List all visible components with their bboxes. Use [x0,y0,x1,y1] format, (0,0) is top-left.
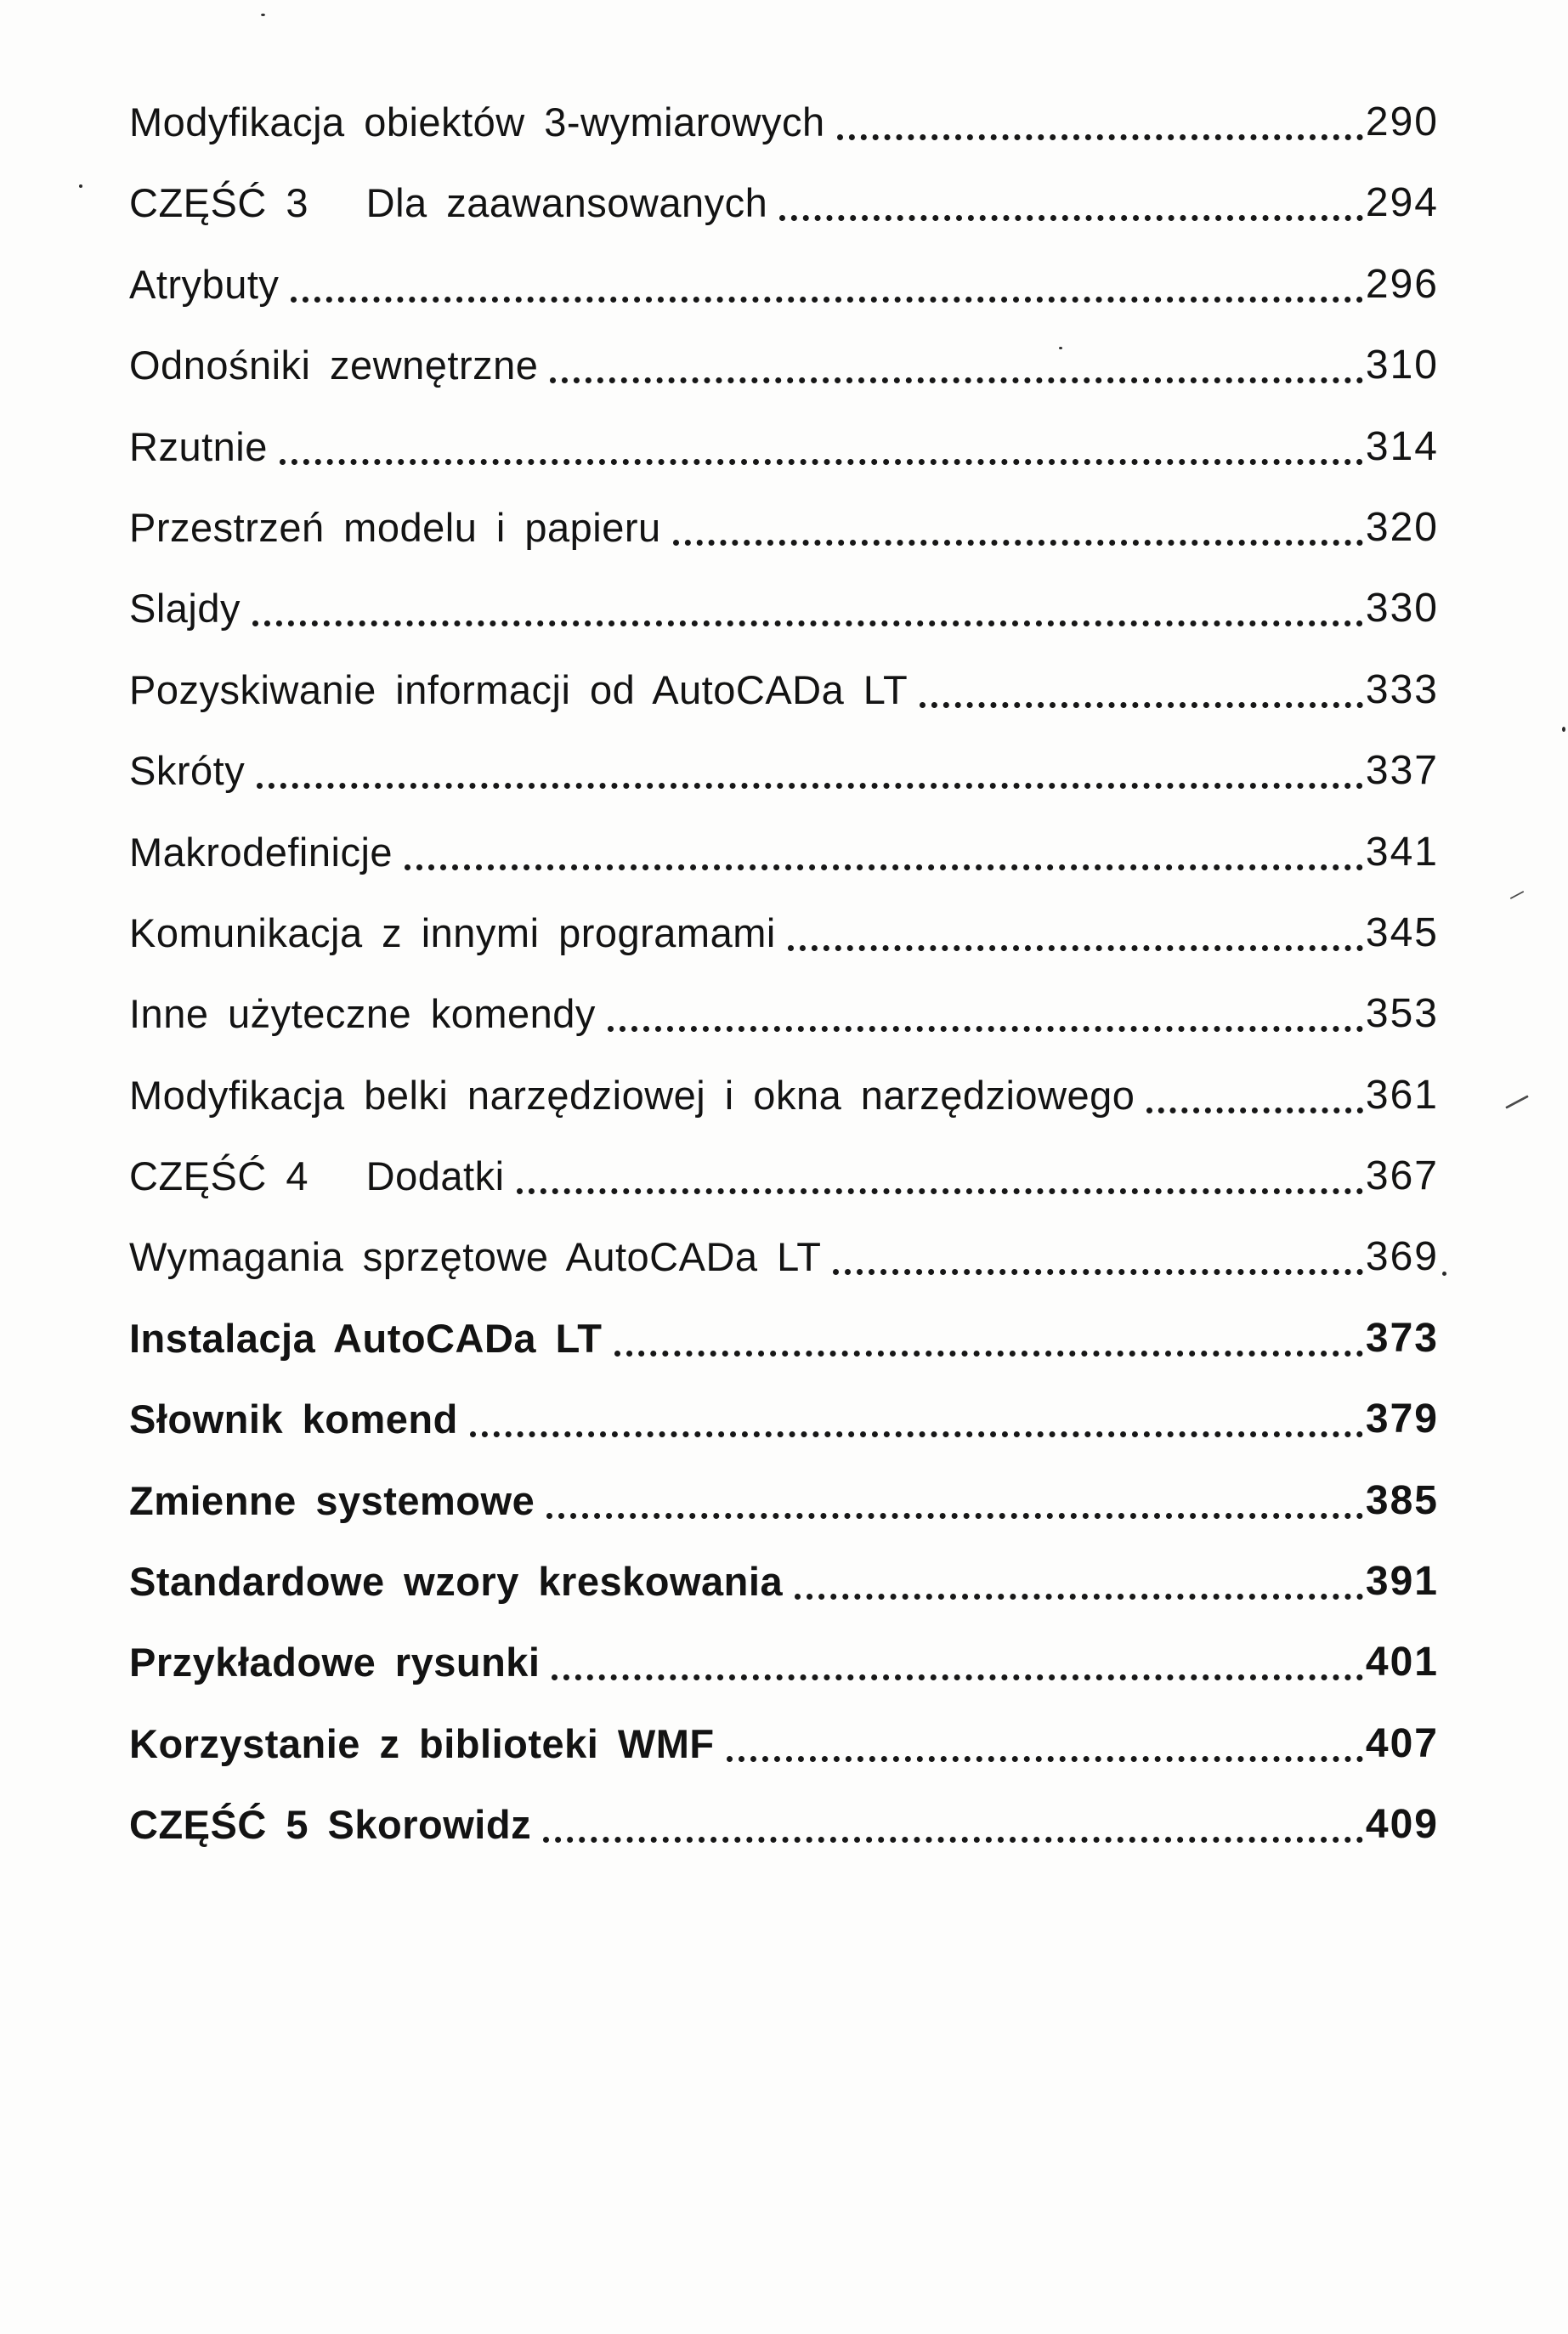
toc-entry-title: Skróty [129,748,246,794]
toc-entry [129,668,1439,749]
toc-entry-title: Modyfikacja obiektów 3-wymiarowych [129,99,825,144]
toc-entry-page-number: 314 [1365,423,1439,469]
toc-entry-page-number: 353 [1365,991,1439,1037]
toc-entry-title: Instalacja AutoCADa LT [129,1315,603,1361]
toc-entry [129,911,1439,992]
toc-entry-page-number: 391 [1365,1559,1439,1605]
toc-entry-page-number: 345 [1365,909,1439,955]
toc-entry-page-number: 310 [1365,343,1439,388]
toc-entry-page-number: 373 [1365,1315,1439,1361]
toc-entry-title: Komunikacja z innymi programami [129,909,776,955]
toc-entry [129,425,1439,506]
toc-entry-page-number: 320 [1365,504,1439,550]
scan-slash-mark [1510,891,1525,899]
toc-entry [129,1317,1439,1397]
toc-entry [129,343,1439,424]
scan-speck [261,14,265,16]
toc-entry-title: Korzystanie z biblioteki WMF [129,1720,715,1766]
dot-leader [837,134,1363,140]
scan-speck [1059,347,1062,349]
scan-slash-mark [1505,1095,1529,1109]
toc-entry [129,830,1439,911]
toc-entry [129,1640,1439,1721]
dot-leader [405,864,1363,870]
toc-entry [129,1235,1439,1316]
toc-entry-page-number: 294 [1365,180,1439,226]
toc-entry-title: Inne użyteczne komendy [129,991,596,1037]
dot-leader [543,1837,1363,1843]
toc-entry-title: Pozyskiwanie informacji od AutoCADa LT [129,666,909,712]
toc-entry-title: Standardowe wzory kreskowania [129,1559,784,1605]
dot-leader [280,459,1363,465]
dot-leader [291,297,1363,303]
scan-speck [1562,727,1565,732]
toc-entry-title: Wymagania sprzętowe AutoCADa LT [129,1234,822,1280]
toc-entry-title: Przestrzeń modelu i papieru [129,504,661,550]
dot-leader [546,1513,1363,1519]
dot-leader [833,1269,1362,1275]
toc-entry-title: CZĘŚĆ 3 Dla zaawansowanych [129,180,768,226]
dot-leader [550,377,1363,383]
scan-speck [1442,1272,1446,1276]
toc-entry-title: Makrodefinicje [129,829,393,875]
dot-leader [727,1756,1363,1762]
toc-entry-title: Rzutnie [129,423,268,469]
toc-entry [129,100,1439,181]
toc-entry-page-number: 369 [1365,1234,1439,1280]
dot-leader [470,1431,1363,1437]
toc-entry-title: Slajdy [129,586,241,632]
dot-leader [920,702,1363,708]
toc-entry [129,1074,1439,1154]
toc-entry [129,181,1439,262]
toc-entry [129,1722,1439,1803]
toc-entry-page-number: 361 [1365,1072,1439,1118]
toc-entry-title: Odnośniki zewnętrzne [129,343,539,388]
dot-leader [795,1594,1363,1600]
toc-entry-title: CZĘŚĆ 4 Dodatki [129,1153,505,1199]
dot-leader [257,783,1363,789]
toc-entry-title: Zmienne systemowe [129,1477,535,1523]
toc-entry-title: Atrybuty [129,261,280,307]
toc-entry-page-number: 385 [1365,1477,1439,1523]
toc-entry [129,1154,1439,1235]
dot-leader [608,1026,1363,1032]
toc-entry [129,749,1439,830]
dot-leader [779,215,1363,221]
toc-entry-page-number: 379 [1365,1396,1439,1442]
toc-entry-page-number: 401 [1365,1640,1439,1685]
toc-entry [129,1397,1439,1478]
toc-entry-page-number: 367 [1365,1153,1439,1199]
toc-entry-title: Słownik komend [129,1396,458,1442]
toc-entry [129,1479,1439,1560]
dot-leader [614,1351,1363,1357]
scan-speck [79,184,82,188]
toc-entry [129,263,1439,343]
toc-entry-title: Przykładowe rysunki [129,1640,541,1685]
toc-entry-page-number: 407 [1365,1720,1439,1766]
toc-entry [129,506,1439,586]
toc-entry [129,992,1439,1073]
toc-entry-page-number: 341 [1365,829,1439,875]
dot-leader [1146,1108,1362,1113]
toc-entry-page-number: 296 [1365,261,1439,307]
toc-entry-title: CZĘŚĆ 5 Skorowidz [129,1802,532,1848]
toc-list [129,100,1439,1884]
toc-entry-page-number: 330 [1365,586,1439,632]
toc-entry [129,1803,1439,1884]
toc-entry-page-number: 337 [1365,748,1439,794]
dot-leader [552,1674,1362,1680]
toc-entry-title: Modyfikacja belki narzędziowej i okna narzędziowego [129,1072,1135,1118]
toc-entry-page-number: 409 [1365,1802,1439,1848]
toc-entry-page-number: 333 [1365,666,1439,712]
dot-leader [673,540,1363,546]
toc-entry [129,586,1439,667]
dot-leader [788,945,1363,951]
dot-leader [252,620,1363,626]
dot-leader [517,1188,1363,1194]
toc-entry-page-number: 290 [1365,99,1439,144]
toc-entry [129,1560,1439,1640]
